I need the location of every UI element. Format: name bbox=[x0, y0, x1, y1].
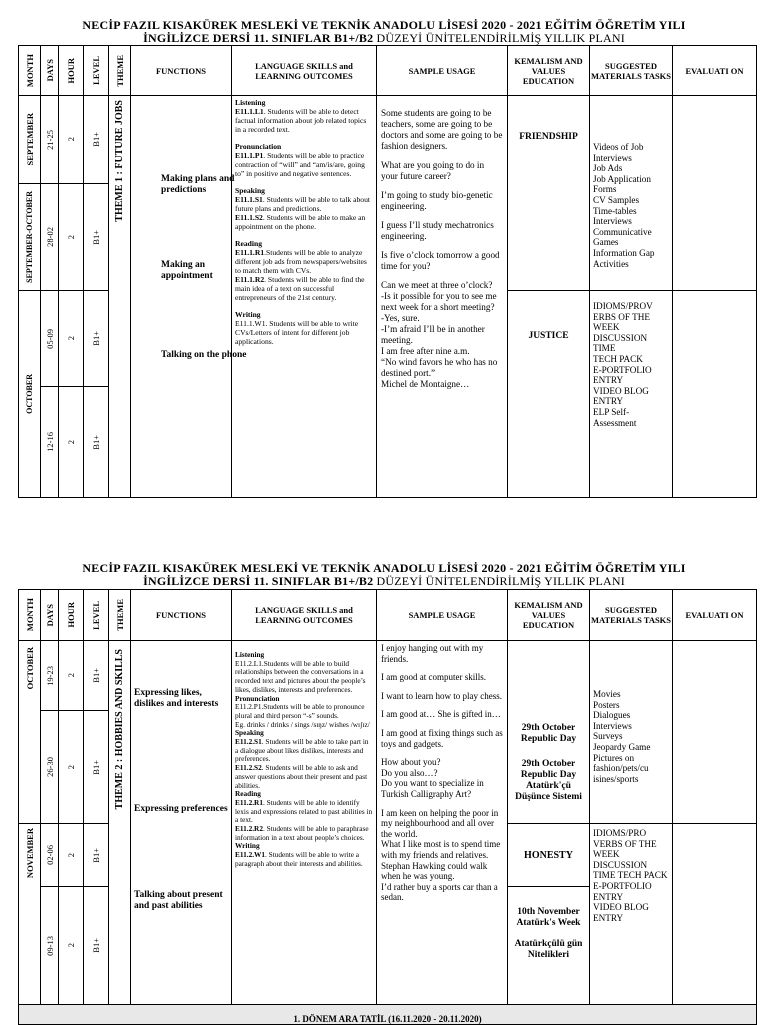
materials-cell: Videos of Job Interviews Job Ads Job Application Forms CV Samples Time-tables Interviews Communicative Games Information Gap Activities bbox=[590, 96, 673, 291]
functions-cell bbox=[131, 641, 232, 1005]
plan-table-theme-2 bbox=[18, 589, 757, 1025]
col-materials: SUGGESTED MATERIALS TASKS bbox=[590, 46, 673, 96]
col-hour: HOUR bbox=[59, 46, 84, 96]
header-row bbox=[19, 590, 757, 641]
col-kemalism: KEMALISM AND VALUES EDUCATION bbox=[508, 590, 590, 641]
materials-cell: IDIOMS/PRO VERBS OF THE WEEK DISCUSSION TIME TECH PACK E-PORTFOLIO ENTRY VIDEO BLOG ENTRY bbox=[590, 824, 673, 1005]
materials-cell: IDIOMS/PROV ERBS OF THE WEEK DISCUSSION TIME TECH PACK E-PORTFOLIO ENTRY VIDEO BLOG ENTRY ELP Self-Assessment bbox=[590, 291, 673, 498]
days-cell: 02-06 bbox=[41, 824, 59, 887]
table-row bbox=[19, 641, 757, 711]
kemalism-cell: 10th November Atatürk's Week Atatürkçülü gün Nitelikleri bbox=[508, 887, 590, 1005]
functions-cell bbox=[131, 96, 247, 498]
function-item: Making plans and predictions bbox=[161, 174, 235, 195]
days-cell: 12-16 bbox=[41, 387, 59, 498]
sample-usage-cell: I enjoy hanging out with my friends. I am good at computer skills. I want to learn how to play chess. I am good at… She is gifted in… I am good at fixing things such as toys and gadgets. How about you? Do you also…? Do you want to specialize in Turkish Calligraphy Art? I am keen on helping the poor in my neighbourhood and all over the world. What I like most is to spend time with my friends and relatives. Stephan Hawking could walk when he was young. I’d rather buy a sports car than a sedan. bbox=[377, 641, 508, 1005]
level-cell: B1+ bbox=[84, 387, 109, 498]
col-theme: THEME bbox=[109, 46, 131, 96]
col-month: MONTH bbox=[19, 590, 41, 641]
days-cell: 05-09 bbox=[41, 291, 59, 387]
level-cell: B1+ bbox=[84, 641, 109, 711]
col-functions: FUNCTIONS bbox=[131, 590, 232, 641]
col-materials: SUGGESTED MATERIALS TASKS bbox=[590, 590, 673, 641]
title-line-1: NECİP FAZIL KISAKÜREK MESLEKİ VE TEKNİK ANADOLU LİSESİ 2020 - 2021 EĞİTİM ÖĞRETİM YILI bbox=[82, 18, 686, 32]
days-cell: 19-23 bbox=[41, 641, 59, 711]
evaluation-cell bbox=[673, 96, 757, 291]
sample-usage-cell: Some students are going to be teachers, some are going to be doctors and some are going to be fashion designers. What are you going to do in your future career? I’m going to study bio-genetic engineering. I guess I’ll study mechatronics engineering. Is five o’clock tomorrow a good time for you? Can we meet at three o’clock? -Is it possible for you to see me next week for a short meeting? -Yes, sure. -I’m afraid I’ll be in another meeting. I am free after nine a.m. “No wind favors he who has no destined port.” Michel de Montaigne… bbox=[377, 96, 508, 498]
hour-cell: 2 bbox=[59, 291, 84, 387]
hour-cell: 2 bbox=[59, 96, 84, 184]
level-cell: B1+ bbox=[84, 887, 109, 1005]
hour-cell: 2 bbox=[59, 887, 84, 1005]
holiday-row bbox=[19, 1005, 757, 1025]
language-skills-cell: Listening E11.1.L1. Students will be able to detect factual information about job related topics in a recorded text. Pronunciation E11.1.P1. Students will be able to practice contraction of “will” and “am/is/are, going to” in positive and negative sentences. Speaking E11.1.S1. Students will be able to talk about future plans and predictions. E11.1.S2. Students will be able to make an appointment on the phone. Reading E11.1.R1.Students will be able to analyze different job ads from newspapers/websites to match them with CVs. E11.1.R2. Students will be able to find the main idea of a text on successful entrepreneurs of the 21st century. Writing E11.1.W1. Students will be able to write CVs/Letters of intent for different job applications. bbox=[232, 96, 377, 498]
language-skills-cell: Listening E11.2.L1.Students will be able to build relationships between the conversations in a recorded text and pictures about the people’s likes, dislikes, interests and preferences. Pronunciation E11.2.P1.Students will be able to pronounce plural and third person “-s” sounds. Eg. drinks / drinks / sings /sɪŋz/ wishes /wɪʃɪz/ Speaking E11.2.S1. Students will be able to take part in a dialogue about likes dislikes, interests and preferences. E11.2.S2. Students will be able to ask and answer questions about their present and past abilities. Reading E11.2.R1. Students will be able to identify lexis and expressions related to past abilities in a text. E11.2.R2. Students will be able to paraphrase information in a text about people’s choices. Writing E11.2.W1. Students will be able to write a paragraph about their interests and abilities. bbox=[232, 641, 377, 1005]
theme-cell: THEME 1 : FUTURE JOBS bbox=[109, 96, 131, 498]
evaluation-cell bbox=[673, 291, 757, 498]
materials-cell: Movies Posters Dialogues Interviews Surveys Jeopardy Game Pictures on fashion/pets/cu isines/sports bbox=[590, 641, 673, 824]
level-cell: B1+ bbox=[84, 711, 109, 824]
col-days: DAYS bbox=[41, 46, 59, 96]
days-cell: 21-25 bbox=[41, 96, 59, 184]
title-line-2: İNGİLİZCE DERSİ 11. SINIFLAR B1+/B2 DÜZEYİ ÜNİTELENDİRİLMİŞ YILLIK PLANI bbox=[143, 31, 625, 45]
hour-cell: 2 bbox=[59, 824, 84, 887]
holiday-banner: 1. DÖNEM ARA TATİL (16.11.2020 - 20.11.2020) bbox=[19, 1005, 757, 1025]
theme-cell: THEME 2 : HOBBIES AND SKILLS bbox=[109, 641, 131, 1005]
col-evaluation: EVALUATI ON bbox=[673, 46, 757, 96]
col-theme: THEME bbox=[109, 590, 131, 641]
col-level: LEVEL bbox=[84, 590, 109, 641]
col-language: LANGUAGE SKILLS and LEARNING OUTCOMES bbox=[232, 46, 377, 96]
col-month: MONTH bbox=[19, 46, 41, 96]
col-sample: SAMPLE USAGE bbox=[377, 46, 508, 96]
col-functions: FUNCTIONS bbox=[131, 46, 232, 96]
kemalism-cell: FRIENDSHIP bbox=[508, 96, 590, 291]
function-item: Expressing likes, dislikes and interests bbox=[134, 688, 219, 709]
function-item: Making an appointment bbox=[161, 260, 213, 281]
col-sample: SAMPLE USAGE bbox=[377, 590, 508, 641]
kemalism-cell: JUSTICE bbox=[508, 291, 590, 498]
days-cell: 09-13 bbox=[41, 887, 59, 1005]
kemalism-cell: 29th October Republic Day 29th October Republic Day Atatürk'çü Düşünce Sistemi bbox=[508, 641, 590, 824]
table-row bbox=[19, 96, 757, 184]
month-cell: OCTOBER bbox=[19, 641, 41, 824]
level-cell: B1+ bbox=[84, 824, 109, 887]
hour-cell: 2 bbox=[59, 711, 84, 824]
evaluation-cell bbox=[673, 641, 757, 824]
page-title bbox=[0, 19, 768, 45]
month-cell: NOVEMBER bbox=[19, 824, 41, 1005]
header-row bbox=[19, 46, 757, 96]
col-hour: HOUR bbox=[59, 590, 84, 641]
level-cell: B1+ bbox=[84, 291, 109, 387]
col-level: LEVEL bbox=[84, 46, 109, 96]
evaluation-cell bbox=[673, 824, 757, 1005]
col-kemalism: KEMALISM AND VALUES EDUCATION bbox=[508, 46, 590, 96]
page-title bbox=[0, 562, 768, 588]
col-days: DAYS bbox=[41, 590, 59, 641]
title-line-1: NECİP FAZIL KISAKÜREK MESLEKİ VE TEKNİK ANADOLU LİSESİ 2020 - 2021 EĞİTİM ÖĞRETİM YILI bbox=[82, 561, 686, 575]
plan-table-theme-1 bbox=[18, 45, 757, 498]
month-cell: SEPTEMBER bbox=[19, 96, 41, 184]
month-cell: SEPTEMBER-OCTOBER bbox=[19, 184, 41, 291]
level-cell: B1+ bbox=[84, 96, 109, 184]
title-line-2: İNGİLİZCE DERSİ 11. SINIFLAR B1+/B2 DÜZEYİ ÜNİTELENDİRİLMİŞ YILLIK PLANI bbox=[143, 574, 625, 588]
level-cell: B1+ bbox=[84, 184, 109, 291]
col-evaluation: EVALUATI ON bbox=[673, 590, 757, 641]
hour-cell: 2 bbox=[59, 387, 84, 498]
function-item: Talking about present and past abilities bbox=[134, 890, 223, 911]
hour-cell: 2 bbox=[59, 641, 84, 711]
month-cell: OCTOBER bbox=[19, 291, 41, 498]
kemalism-cell: HONESTY bbox=[508, 824, 590, 887]
hour-cell: 2 bbox=[59, 184, 84, 291]
function-item: Expressing preferences bbox=[134, 804, 228, 814]
days-cell: 26-30 bbox=[41, 711, 59, 824]
function-item: Talking on the phone bbox=[161, 350, 247, 360]
col-language: LANGUAGE SKILLS and LEARNING OUTCOMES bbox=[232, 590, 377, 641]
days-cell: 28-02 bbox=[41, 184, 59, 291]
